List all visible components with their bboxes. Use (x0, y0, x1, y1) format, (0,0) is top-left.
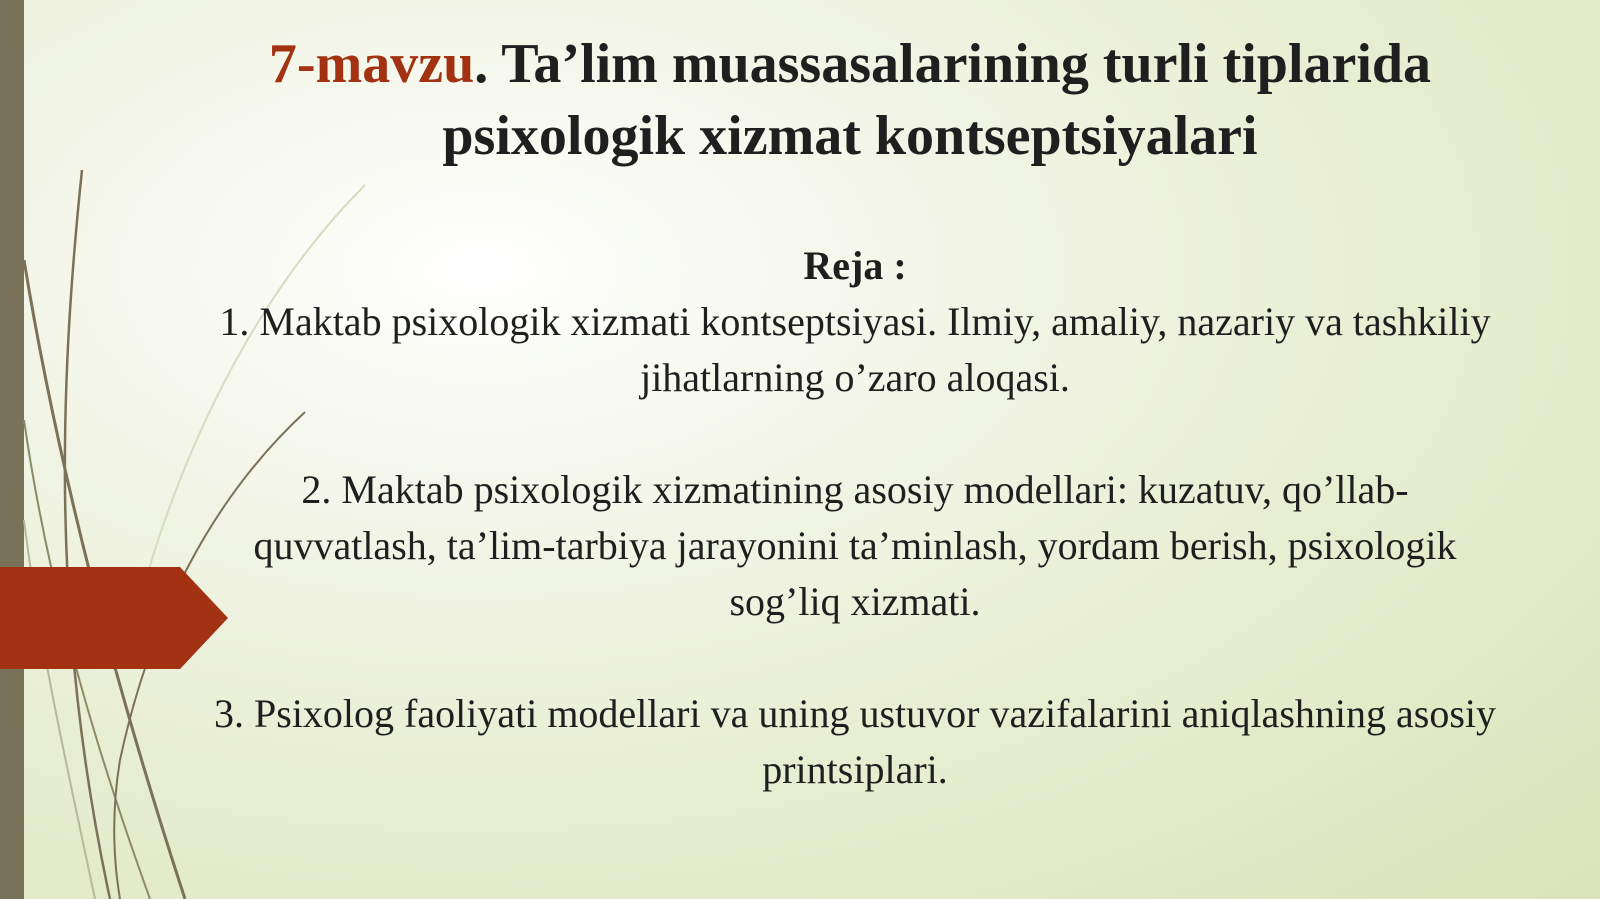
red-arrow-shape (0, 567, 228, 669)
title-topic-number: 7-mavzu (268, 33, 475, 95)
slide-title (200, 28, 1500, 172)
plan-item-2: 2. Maktab psixologik xizmatining asosiy modellari: kuzatuv, qo’llab-quvvatlash, ta’lim-tarbiya jarayonini ta’minlash, yordam berish, psixologik sog’liq xizmati. (253, 467, 1457, 624)
plan-heading: Reja : (803, 243, 907, 288)
plan-item-3: 3. Psixolog faoliyati modellari va uning ustuvor vazifalarini aniqlashning asosiy printsiplari. (214, 691, 1496, 792)
title-text: . Ta’lim muassasalarining turli tiplarida psixologik xizmat kontseptsiyalari (442, 33, 1432, 167)
plan-item-1: 1. Maktab psixologik xizmati kontseptsiyasi. Ilmiy, amaliy, nazariy va tashkiliy jihatlarning o’zaro aloqasi. (219, 299, 1491, 400)
plan-section (210, 238, 1500, 798)
